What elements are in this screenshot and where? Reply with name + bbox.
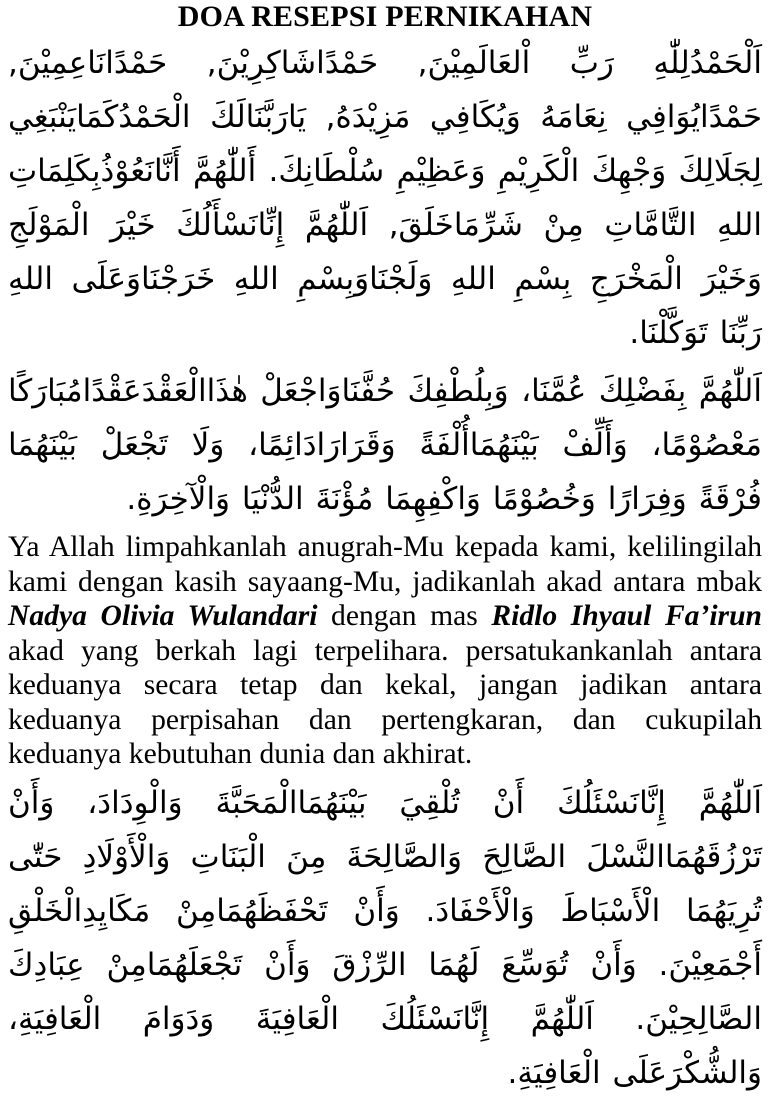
- indonesian-translation: [8, 530, 762, 772]
- bride-name: Nadya Olivia Wulandari: [8, 600, 318, 632]
- groom-name: Ridlo Ihyaul Fa’irun: [491, 600, 762, 632]
- arabic-prayer-opening: اَلْحَمْدُلِلّٰهِ رَبِّ اْلعَالَمِيْنَ, حَمْدًاشَاكِرِيْنَ, حَمْدًانَاعِمِيْنَ, حَمْدًايُوَافِي نِعَامَهُ وَيُكَافِي مَزِيْدَهُ, يَارَبَّنَالَكَ الْحَمْدُكَمَايَنْبَغِي لِجَلَالِكَ وَجْهِكَ الْكَرِيْمِ وَعَظِيْمِ سُلْطَانِكَ. أَللّٰهُمَّ أَنَّانَعُوْذُبِكَلِمَاتِ اللهِ التَّامَّاتِ مِنْ شَرِّمَاخَلَقَ, اَللّٰهُمَّ إِنِّانَسْأَلُكَ خَيْرَ الْمَوْلَجِ وَخَيْرَ الْمَخْرَجِ بِسْمِ اللهِ وَلَجْنَاوَبِسْمِ اللهِ خَرَجْنَاوَعَلَى اللهِ رَبِّنَا تَوَكَّلْنَا.: [8, 45, 762, 351]
- translation-text-part-3: akad yang berkah lagi terpelihara. persatukankanlah antara keduanya secara tetap dan kekal, jangan jadikan antara keduanya perpisahan dan pertengkaran, dan cukupilah keduanya kebutuhan dunia dan akhirat.: [8, 634, 762, 770]
- arabic-prayer-closing: اَللّٰهُمَّ إِنَّانَسْئَلُكَ أَنْ تُلْقِيَ بَيْنَهُمَاالْمَحَبَّةَ وَالْوِدَادَ، وَأَنْ تَرْزُقَهُمَاالنَّسْلَ الصَّالِحَ وَالصَّالِحَةَ مِنَ الْبَنَاتِ وَالْأَوْلَادِ حَتّٰى تُرِيَهُمَا الْأَسْبَاطَ وَالْأَحْفَادَ. وَأَنْ تَحْفَظَهُمَامِنْ مَكَايِدِالْخَلْقِ أَجْمَعِيْنَ. وَأَنْ تُوَسِّعَ لَهُمَا الرِّزْقَ وَأَنْ تَجْعَلَهُمَامِنْ عِبَادِكَ الصَّالِحِيْنَ. اَللّٰهُمَّ إِنَّانَسْئَلُكَ الْعَافِيَةَ وَدَوَامَ الْعَافِيَةِ، وَالشُّكْرَعَلَى الْعَافِيَةِ.: [8, 784, 762, 1091]
- document-title: DOA RESEPSI PERNIKAHAN: [177, 0, 593, 33]
- translation-text-part-1: Ya Allah limpahkanlah anugrah-Mu kepada kami, kelilingilah kami dengan kasih sayaang-Mu, jadikanlah akad antara mbak: [8, 531, 762, 598]
- translation-text-part-2: dengan mas: [317, 600, 492, 632]
- arabic-prayer-blessing: اَللّٰهُمَّ بِفَضْلِكَ عُمَّنَا، وَبِلُطْفِكَ حُفَّنَاوَاجْعَلْ هٰذَاالْعَقْدَعَقْدًامُبَارَكًا مَعْصُوْمًا، وَأَلِّفْ بَيْنَهُمَاأُلْفَةً وَقَرَارَادَائِمًا، وَلَا تَجْعَلْ بَيْنَهُمَا فُرْقَةً وَفِرَارًا وَخُصُوْمًا وَاكْفِهِمَا مُؤْنَةَ الدُّنْيَا وَالْآخِرَةِ.: [8, 373, 762, 517]
